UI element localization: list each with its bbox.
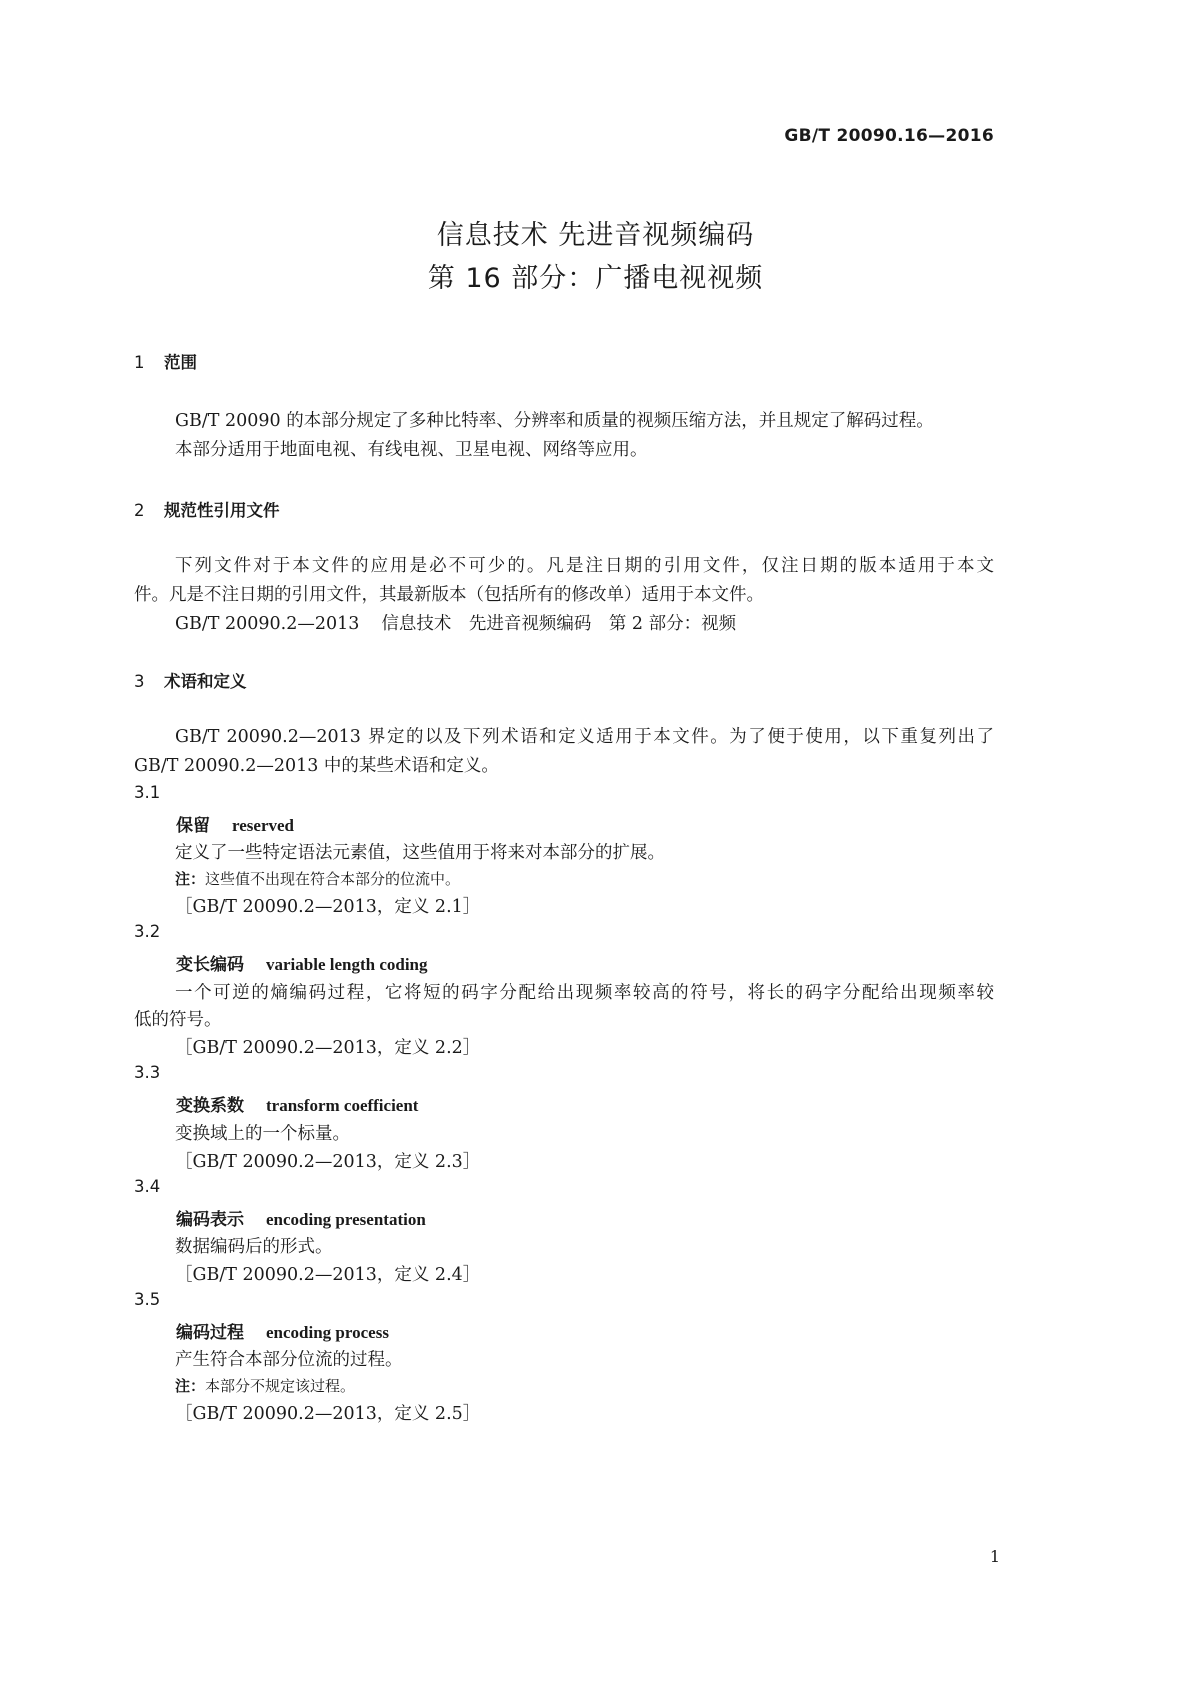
term-definition: 产生符合本部分位流的过程。 [175, 1350, 403, 1370]
term-zh: 变长编码 [176, 955, 244, 975]
term-heading [176, 1205, 426, 1230]
standard-number: GB/T 20090.16—2016 [784, 126, 994, 146]
term-source: ［GB/T 20090.2—2013，定义 2.2］ [175, 1038, 481, 1058]
scope-paragraph-2: 本部分适用于地面电视、有线电视、卫星电视、网络等应用。 [175, 440, 648, 460]
document-title-line2: 第 16 部分：广播电视视频 [427, 263, 764, 294]
term-number: 3.5 [134, 1290, 161, 1309]
term-zh: 编码表示 [176, 1210, 244, 1230]
section-number: 2 [134, 501, 145, 520]
reference-title: 信息技术 先进音视频编码 第 2 部分：视频 [381, 614, 737, 634]
term-definition-line1: 一个可逆的熵编码过程，它将短的码字分配给出现频率较高的符号，将长的码字分配给出现频率较 [175, 983, 994, 1003]
section-number: 3 [134, 672, 145, 691]
section-title: 范围 [164, 353, 197, 372]
term-heading [176, 1318, 389, 1343]
reference-entry [175, 610, 736, 635]
scope-paragraph-1: GB/T 20090 的本部分规定了多种比特率、分辨率和质量的视频压缩方法，并且规定了解码过程。 [175, 411, 934, 431]
term-note [175, 1375, 355, 1396]
terms-intro-line1: GB/T 20090.2—2013 界定的以及下列术语和定义适用于本文件。为了便于使用，以下重复列出了 [175, 727, 994, 747]
term-heading [176, 1091, 418, 1116]
term-en: transform coefficient [266, 1096, 419, 1115]
note-label: 注： [175, 1377, 206, 1395]
term-zh: 变换系数 [176, 1096, 244, 1116]
note-text: 本部分不规定该过程。 [205, 1377, 356, 1395]
term-zh: 保留 [176, 816, 210, 836]
term-number: 3.1 [134, 783, 161, 802]
term-heading [176, 811, 294, 836]
section-1-heading [134, 349, 197, 373]
normative-references-line1: 下列文件对于本文件的应用是必不可少的。凡是注日期的引用文件，仅注日期的版本适用于本文 [175, 556, 994, 576]
reference-code: GB/T 20090.2—2013 [175, 614, 360, 634]
term-en: encoding process [266, 1323, 389, 1342]
note-label: 注： [175, 870, 206, 888]
normative-references-line2: 件。凡是不注日期的引用文件，其最新版本（包括所有的修改单）适用于本文件。 [134, 585, 764, 605]
term-number: 3.3 [134, 1063, 161, 1082]
term-source: ［GB/T 20090.2—2013，定义 2.1］ [175, 897, 481, 917]
note-text: 这些值不出现在符合本部分的位流中。 [205, 870, 461, 888]
section-2-heading [134, 497, 280, 521]
term-number: 3.4 [134, 1177, 161, 1196]
term-en: reserved [232, 816, 294, 835]
term-source: ［GB/T 20090.2—2013，定义 2.5］ [175, 1404, 481, 1424]
term-note [175, 868, 460, 889]
term-source: ［GB/T 20090.2—2013，定义 2.3］ [175, 1152, 481, 1172]
terms-intro-line2: GB/T 20090.2—2013 中的某些术语和定义。 [134, 756, 499, 776]
page-number: 1 [989, 1547, 1000, 1566]
section-title: 术语和定义 [164, 672, 247, 691]
term-heading [176, 950, 428, 975]
term-definition: 数据编码后的形式。 [175, 1237, 333, 1257]
section-title: 规范性引用文件 [164, 501, 280, 520]
term-en: encoding presentation [266, 1210, 426, 1229]
term-en: variable length coding [266, 955, 428, 974]
section-number: 1 [134, 353, 145, 372]
term-source: ［GB/T 20090.2—2013，定义 2.4］ [175, 1265, 481, 1285]
term-definition-line2: 低的符号。 [134, 1010, 222, 1030]
term-zh: 编码过程 [176, 1323, 244, 1343]
term-definition: 变换域上的一个标量。 [175, 1124, 350, 1144]
section-3-heading [134, 668, 247, 692]
document-title-line1: 信息技术 先进音视频编码 [436, 220, 755, 251]
term-definition: 定义了一些特定语法元素值，这些值用于将来对本部分的扩展。 [175, 843, 665, 863]
term-number: 3.2 [134, 922, 161, 941]
